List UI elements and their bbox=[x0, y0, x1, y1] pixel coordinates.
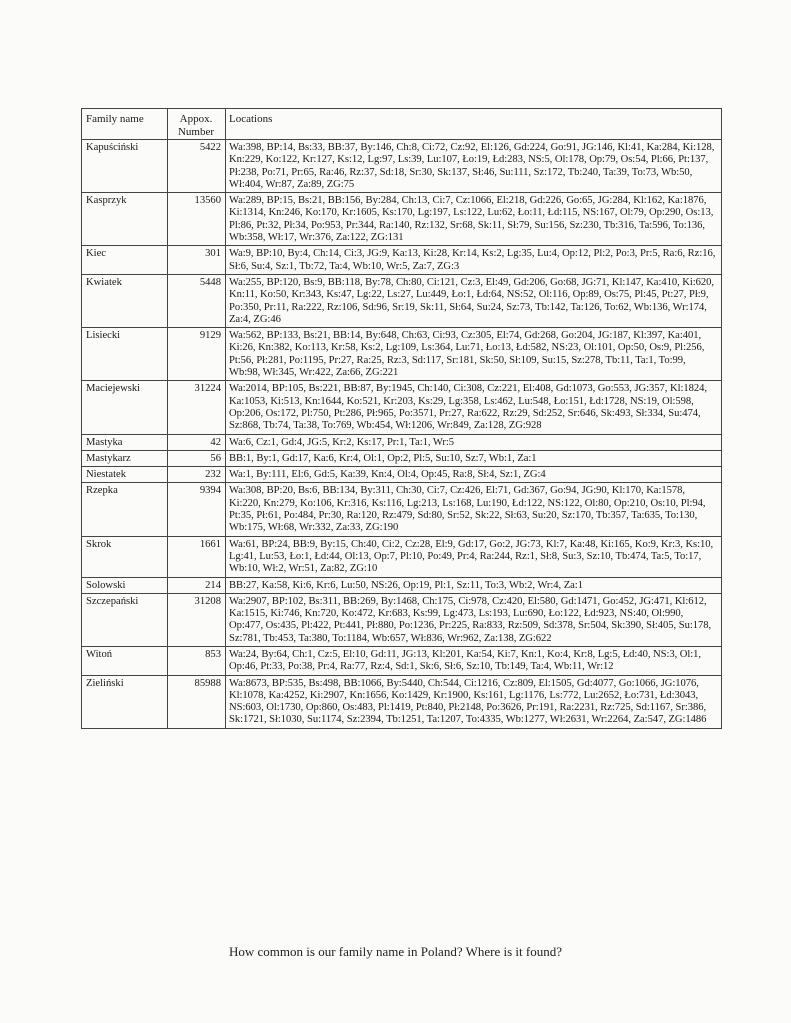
family-name-cell: Niestatek bbox=[82, 467, 168, 483]
header-family-name: Family name bbox=[82, 109, 168, 140]
header-approx-number: Appox. Number bbox=[168, 109, 226, 140]
table-header-row bbox=[82, 109, 722, 140]
approx-number-cell: 85988 bbox=[168, 675, 226, 728]
approx-number-cell: 214 bbox=[168, 577, 226, 593]
locations-cell: Wa:61, BP:24, BB:9, By:15, Ch:40, Ci:2, Cz:28, El:9, Gd:17, Go:2, JG:73, Kl:7, Ka:48, Ki:165, Ko:9, Kr:3, Ks:10, Lg:41, Lu:53, Ło:1, Łd:44, Ol:13, Op:7, Pl:10, Po:49, Pr:4, Ra:244, Rz:1, Sł:8, Su:3, Sz:10, Tb:474, Ta:5, To:17, Wb:10, Wł:2, Wr:51, Za:82, ZG:10 bbox=[226, 536, 722, 577]
locations-cell: Wa:2014, BP:105, Bs:221, BB:87, By:1945, Ch:140, Ci:308, Cz:221, El:408, Gd:1073, Go:553, JG:357, Kl:1824, Ka:1053, Ki:513, Kn:1644, Ko:521, Kr:203, Ks:29, Lg:358, Ls:462, Lu:548, Ło:151, Łd:1728, NS:19, Ol:598, Op:206, Os:172, Pl:750, Pt:286, Pł:965, Po:3571, Pr:27, Ra:622, Rz:29, Sd:252, Sr:646, Sk:493, Sł:334, Su:474, Sz:868, Tb:74, Ta:38, To:769, Wb:454, Wł:1206, Wr:849, Za:128, ZG:928 bbox=[226, 381, 722, 434]
family-name-cell: Kapuściński bbox=[82, 140, 168, 193]
family-name-cell: Witoń bbox=[82, 646, 168, 675]
family-name-cell: Zieliński bbox=[82, 675, 168, 728]
approx-number-cell: 5422 bbox=[168, 140, 226, 193]
approx-number-cell: 13560 bbox=[168, 193, 226, 246]
table-row bbox=[82, 577, 722, 593]
table-row bbox=[82, 381, 722, 434]
locations-cell: Wa:24, By:64, Ch:1, Cz:5, El:10, Gd:11, JG:13, Kl:201, Ka:54, Ki:7, Kn:1, Ko:4, Kr:8, Lg:5, Łd:40, NS:3, Ol:1, Op:46, Pt:33, Po:38, Pr:4, Ra:77, Rz:4, Sd:1, Sk:6, Sł:6, Sz:10, Tb:149, Ta:4, Wb:11, Wr:12 bbox=[226, 646, 722, 675]
table-row bbox=[82, 593, 722, 646]
page-caption: How common is our family name in Poland? Where is it found? bbox=[229, 944, 562, 959]
locations-cell: Wa:1, By:111, El:6, Gd:5, Ka:39, Kn:4, Ol:4, Op:45, Ra:8, Sł:4, Sz:1, ZG:4 bbox=[226, 467, 722, 483]
approx-number-cell: 5448 bbox=[168, 274, 226, 327]
approx-number-cell: 31224 bbox=[168, 381, 226, 434]
header-locations: Locations bbox=[226, 109, 722, 140]
approx-number-cell: 9129 bbox=[168, 328, 226, 381]
locations-cell: Wa:289, BP:15, Bs:21, BB:156, By:284, Ch:13, Ci:7, Cz:1066, El:218, Gd:226, Go:65, JG:284, Kl:162, Ka:1876, Ki:1314, Kn:246, Ko:170, Kr:1605, Ks:170, Lg:197, Ls:122, Lu:62, Ło:11, Łd:115, NS:167, Ol:79, Op:290, Os:13, Pl:86, Pt:32, Pł:34, Po:953, Pr:344, Ra:140, Rz:132, Sr:68, Sk:11, Sł:79, Su:156, Sz:230, Tb:316, Ta:596, To:136, Wb:358, Wł:17, Wr:376, Za:122, ZG:131 bbox=[226, 193, 722, 246]
family-name-cell: Mastykarz bbox=[82, 450, 168, 466]
locations-cell: Wa:2907, BP:102, Bs:311, BB:269, By:1468, Ch:175, Ci:978, Cz:420, El:580, Gd:1471, Go:452, JG:471, Kl:612, Ka:1515, Ki:746, Kn:720, Ko:472, Kr:683, Ks:99, Lg:473, Ls:193, Lu:690, Ło:122, Łd:923, NS:40, Ol:990, Op:477, Os:435, Pl:422, Pt:441, Pł:880, Po:1236, Pr:225, Ra:833, Rz:509, Sd:378, Sr:504, Sk:390, Sł:405, Su:178, Sz:781, Tb:453, Ta:380, To:1184, Wb:657, Wł:836, Wr:962, Za:138, ZG:622 bbox=[226, 593, 722, 646]
approx-number-cell: 1661 bbox=[168, 536, 226, 577]
locations-cell: Wa:6, Cz:1, Gd:4, JG:5, Kr:2, Ks:17, Pr:1, Ta:1, Wr:5 bbox=[226, 434, 722, 450]
table-row bbox=[82, 274, 722, 327]
approx-number-cell: 853 bbox=[168, 646, 226, 675]
approx-number-cell: 9394 bbox=[168, 483, 226, 536]
family-name-table-container bbox=[81, 108, 721, 729]
approx-number-cell: 31208 bbox=[168, 593, 226, 646]
family-name-cell: Solowski bbox=[82, 577, 168, 593]
table-row bbox=[82, 467, 722, 483]
table-row bbox=[82, 246, 722, 275]
family-name-cell: Szczepański bbox=[82, 593, 168, 646]
family-name-cell: Skrok bbox=[82, 536, 168, 577]
locations-cell: BB:1, By:1, Gd:17, Ka:6, Kr:4, Ol:1, Op:2, Pl:5, Su:10, Sz:7, Wb:1, Za:1 bbox=[226, 450, 722, 466]
family-name-cell: Kasprzyk bbox=[82, 193, 168, 246]
table-row bbox=[82, 193, 722, 246]
approx-number-cell: 56 bbox=[168, 450, 226, 466]
table-row bbox=[82, 450, 722, 466]
locations-cell: Wa:255, BP:120, Bs:9, BB:118, By:78, Ch:80, Ci:121, Cz:3, El:49, Gd:206, Go:68, JG:71, Kl:147, Ka:410, Ki:620, Kn:11, Ko:50, Kr:343, Ks:47, Lg:22, Ls:27, Lu:449, Ło:1, Łd:64, NS:52, Ol:116, Op:89, Os:75, Pl:45, Pt:27, Pł:9, Po:350, Pr:11, Ra:222, Rz:106, Sd:96, Sr:19, Sk:11, Sł:64, Su:24, Sz:73, Tb:142, Ta:126, To:62, Wb:136, Wr:174, Za:4, ZG:46 bbox=[226, 274, 722, 327]
table-row bbox=[82, 140, 722, 193]
table-row bbox=[82, 483, 722, 536]
approx-number-cell: 232 bbox=[168, 467, 226, 483]
locations-cell: Wa:398, BP:14, Bs:33, BB:37, By:146, Ch:8, Ci:72, Cz:92, El:126, Gd:224, Go:91, JG:146, Kl:41, Ka:284, Ki:128, Kn:229, Ko:122, Kr:127, Ks:12, Lg:97, Ls:39, Lu:107, Ło:19, Łd:283, NS:5, Ol:178, Op:79, Os:54, Pl:66, Pt:137, Pł:238, Po:71, Pr:65, Ra:46, Rz:37, Sd:18, Sr:30, Sk:137, Sł:46, Su:111, Sz:172, Tb:240, Ta:39, To:73, Wb:50, Wł:404, Wr:87, Za:89, ZG:75 bbox=[226, 140, 722, 193]
locations-cell: Wa:8673, BP:535, Bs:498, BB:1066, By:5440, Ch:544, Ci:1216, Cz:809, El:1505, Gd:4077, Go:1066, JG:1076, Kl:1078, Ka:4252, Ki:2907, Kn:1656, Ko:1429, Kr:1900, Ks:161, Lg:1176, Ls:772, Lu:2652, Ło:731, Łd:3043, NS:603, Ol:1730, Op:860, Os:483, Pl:1419, Pt:840, Pł:2148, Po:3626, Pr:191, Ra:2231, Rz:725, Sd:1167, Sr:386, Sk:1721, Sł:1030, Su:1174, Sz:2394, Tb:1251, Ta:1207, To:4335, Wb:1277, Wł:2631, Wr:2264, Za:547, ZG:1486 bbox=[226, 675, 722, 728]
locations-cell: Wa:9, BP:10, By:4, Ch:14, Ci:3, JG:9, Ka:13, Ki:28, Kr:14, Ks:2, Lg:35, Lu:4, Op:12, Pl:2, Po:3, Pr:5, Ra:6, Rz:16, Sł:6, Su:4, Sz:1, Tb:72, Ta:4, Wb:10, Wr:5, Za:7, ZG:3 bbox=[226, 246, 722, 275]
table-row bbox=[82, 536, 722, 577]
table-row bbox=[82, 646, 722, 675]
locations-cell: BB:27, Ka:58, Ki:6, Kr:6, Lu:50, NS:26, Op:19, Pl:1, Sz:11, To:3, Wb:2, Wr:4, Za:1 bbox=[226, 577, 722, 593]
table-row bbox=[82, 328, 722, 381]
approx-number-cell: 42 bbox=[168, 434, 226, 450]
family-name-table bbox=[81, 108, 722, 729]
family-name-cell: Rzepka bbox=[82, 483, 168, 536]
table-body bbox=[82, 140, 722, 729]
family-name-cell: Lisiecki bbox=[82, 328, 168, 381]
approx-number-cell: 301 bbox=[168, 246, 226, 275]
family-name-cell: Mastyka bbox=[82, 434, 168, 450]
family-name-cell: Kiec bbox=[82, 246, 168, 275]
family-name-cell: Maciejewski bbox=[82, 381, 168, 434]
family-name-cell: Kwiatek bbox=[82, 274, 168, 327]
locations-cell: Wa:308, BP:20, Bs:6, BB:134, By:311, Ch:30, Ci:7, Cz:426, El:71, Gd:367, Go:94, JG:90, Kl:170, Ka:1578, Ki:220, Kn:279, Ko:106, Kr:316, Ks:116, Lg:213, Ls:168, Lu:190, Łd:122, NS:122, Ol:80, Op:210, Os:10, Pl:94, Pt:35, Pł:61, Po:484, Pr:30, Ra:120, Rz:479, Sd:80, Sr:52, Sk:22, Sł:63, Su:20, Sz:170, Tb:357, Ta:635, To:130, Wb:175, Wł:68, Wr:332, Za:33, ZG:190 bbox=[226, 483, 722, 536]
table-row bbox=[82, 434, 722, 450]
table-row bbox=[82, 675, 722, 728]
locations-cell: Wa:562, BP:133, Bs:21, BB:14, By:648, Ch:63, Ci:93, Cz:305, El:74, Gd:268, Go:204, JG:187, Kl:397, Ka:401, Ki:26, Kn:382, Ko:113, Kr:58, Ks:2, Lg:109, Ls:364, Lu:71, Ło:13, Łd:582, NS:23, Ol:101, Op:50, Os:9, Pl:256, Pt:56, Pł:281, Po:1195, Pr:27, Ra:25, Rz:3, Sd:117, Sr:181, Sk:50, Sł:109, Su:15, Sz:278, Tb:11, Ta:1, To:99, Wb:98, Wł:345, Wr:422, Za:66, ZG:221 bbox=[226, 328, 722, 381]
